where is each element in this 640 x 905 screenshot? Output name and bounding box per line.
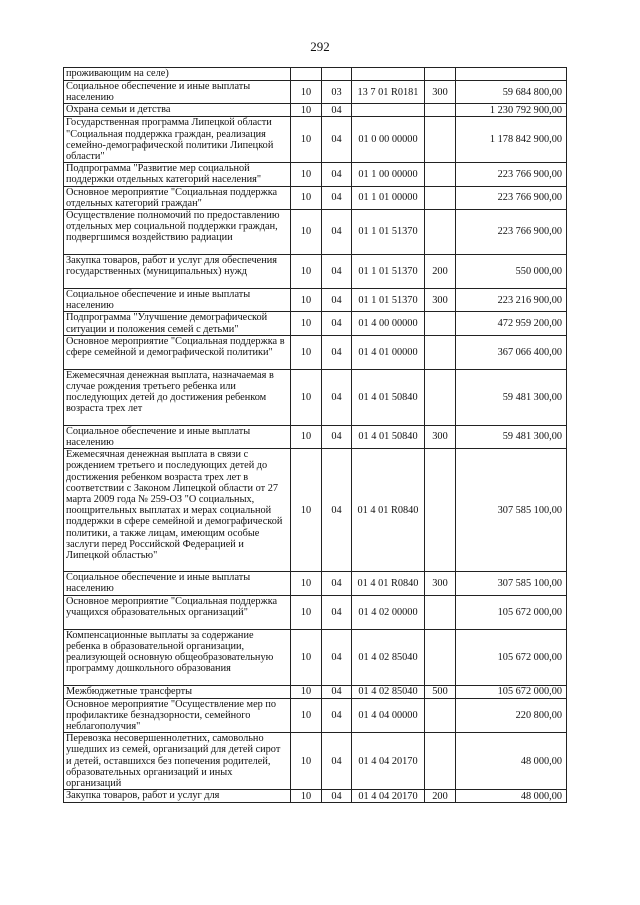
row-name: Основное мероприятие "Социальная поддержка отдельных категорий граждан" [64,186,291,209]
row-target-article: 01 1 01 51370 [352,255,425,289]
row-expense-type: 300 [425,572,456,595]
table-row [64,163,567,186]
row-name: Социальное обеспечение и иные выплаты населению [64,572,291,595]
row-amount: 48 000,00 [456,733,567,790]
table-row [64,117,567,163]
row-target-article: 01 1 01 00000 [352,186,425,209]
row-name: Основное мероприятие "Социальная поддержка учащихся образовательных организаций" [64,595,291,629]
row-target-article: 01 4 02 85040 [352,685,425,698]
row-subsection: 04 [322,312,352,335]
table-row [64,312,567,335]
row-amount: 105 672 000,00 [456,595,567,629]
row-amount: 307 585 100,00 [456,449,567,572]
row-name: Подпрограмма "Улучшение демографической ситуации и положения семей с детьми" [64,312,291,335]
row-expense-type [425,210,456,255]
row-section [291,68,322,81]
row-name: Социальное обеспечение и иные выплаты населению [64,289,291,312]
row-target-article: 01 4 04 20170 [352,733,425,790]
row-amount: 223 766 900,00 [456,163,567,186]
row-subsection [322,68,352,81]
row-section: 10 [291,449,322,572]
table-row [64,595,567,629]
table-row [64,68,567,81]
table-row [64,255,567,289]
table-row [64,629,567,685]
table-row [64,790,567,803]
row-expense-type [425,733,456,790]
row-amount: 223 216 900,00 [456,289,567,312]
row-subsection: 04 [322,255,352,289]
row-section: 10 [291,289,322,312]
row-expense-type [425,698,456,733]
row-expense-type: 200 [425,790,456,803]
row-subsection: 04 [322,335,352,369]
table-row [64,572,567,595]
row-section: 10 [291,425,322,448]
row-expense-type [425,68,456,81]
row-amount: 105 672 000,00 [456,685,567,698]
row-target-article: 01 4 02 00000 [352,595,425,629]
row-section: 10 [291,369,322,425]
row-subsection: 04 [322,685,352,698]
row-amount: 59 481 300,00 [456,369,567,425]
row-name: Охрана семьи и детства [64,104,291,117]
row-subsection: 04 [322,369,352,425]
row-section: 10 [291,104,322,117]
table-row [64,425,567,448]
row-expense-type [425,629,456,685]
row-section: 10 [291,790,322,803]
row-section: 10 [291,733,322,790]
row-amount: 367 066 400,00 [456,335,567,369]
row-target-article: 01 0 00 00000 [352,117,425,163]
row-expense-type [425,312,456,335]
row-name: Социальное обеспечение и иные выплаты населению [64,425,291,448]
row-subsection: 04 [322,572,352,595]
budget-table [63,67,567,803]
table-row [64,685,567,698]
row-section: 10 [291,698,322,733]
row-name: Основное мероприятие "Социальная поддержка в сфере семейной и демографической политики" [64,335,291,369]
row-target-article: 13 7 01 R0181 [352,81,425,104]
row-subsection: 04 [322,790,352,803]
row-target-article [352,68,425,81]
row-section: 10 [291,81,322,104]
row-target-article: 01 4 01 50840 [352,369,425,425]
row-target-article: 01 1 01 51370 [352,289,425,312]
row-target-article [352,104,425,117]
row-subsection: 04 [322,733,352,790]
row-subsection: 04 [322,163,352,186]
row-amount: 48 000,00 [456,790,567,803]
row-target-article: 01 1 00 00000 [352,163,425,186]
row-target-article: 01 4 04 20170 [352,790,425,803]
table-row [64,210,567,255]
row-name: Социальное обеспечение и иные выплаты населению [64,81,291,104]
row-expense-type [425,449,456,572]
row-amount: 1 230 792 900,00 [456,104,567,117]
table-row [64,698,567,733]
table-row [64,369,567,425]
table-row [64,81,567,104]
row-expense-type: 200 [425,255,456,289]
row-section: 10 [291,312,322,335]
row-section: 10 [291,685,322,698]
row-name: проживающим на селе) [64,68,291,81]
row-expense-type [425,104,456,117]
row-subsection: 04 [322,698,352,733]
row-name: Компенсационные выплаты за содержание ребенка в образовательной организации, реализующей основную общеобразовательную программу дошкольного образования [64,629,291,685]
row-name: Осуществление полномочий по предоставлению отдельных мер социальной поддержки граждан, подвергшимся воздействию радиации [64,210,291,255]
row-expense-type [425,186,456,209]
row-section: 10 [291,335,322,369]
budget-table-body [64,68,567,803]
row-amount: 223 766 900,00 [456,186,567,209]
page-number: 292 [310,39,330,54]
row-subsection: 04 [322,186,352,209]
row-target-article: 01 4 00 00000 [352,312,425,335]
row-name: Подпрограмма "Развитие мер социальной поддержки отдельных категорий населения" [64,163,291,186]
row-amount: 307 585 100,00 [456,572,567,595]
row-target-article: 01 4 01 00000 [352,335,425,369]
row-target-article: 01 4 02 85040 [352,629,425,685]
row-section: 10 [291,572,322,595]
row-name: Межбюджетные трансферты [64,685,291,698]
row-subsection: 04 [322,449,352,572]
row-expense-type [425,163,456,186]
table-row [64,335,567,369]
row-name: Государственная программа Липецкой области "Социальная поддержка граждан, реализация семейно-демографической политики Липецкой области" [64,117,291,163]
row-section: 10 [291,255,322,289]
row-amount: 220 800,00 [456,698,567,733]
row-name: Закупка товаров, работ и услуг для [64,790,291,803]
row-target-article: 01 4 01 R0840 [352,449,425,572]
row-amount: 59 684 800,00 [456,81,567,104]
row-section: 10 [291,595,322,629]
row-amount: 550 000,00 [456,255,567,289]
row-name: Закупка товаров, работ и услуг для обеспечения государственных (муниципальных) нужд [64,255,291,289]
row-section: 10 [291,186,322,209]
row-expense-type: 300 [425,425,456,448]
row-expense-type: 500 [425,685,456,698]
row-subsection: 04 [322,629,352,685]
table-row [64,186,567,209]
row-section: 10 [291,117,322,163]
row-amount: 1 178 842 900,00 [456,117,567,163]
row-section: 10 [291,629,322,685]
row-target-article: 01 4 01 R0840 [352,572,425,595]
table-row [64,104,567,117]
row-subsection: 03 [322,81,352,104]
row-expense-type: 300 [425,81,456,104]
row-amount: 472 959 200,00 [456,312,567,335]
row-name: Основное мероприятие "Осуществление мер по профилактике безнадзорности, семейного неблагополучия" [64,698,291,733]
row-subsection: 04 [322,425,352,448]
row-subsection: 04 [322,117,352,163]
table-row [64,449,567,572]
row-expense-type: 300 [425,289,456,312]
row-amount: 223 766 900,00 [456,210,567,255]
row-expense-type [425,595,456,629]
table-row [64,289,567,312]
row-target-article: 01 4 01 50840 [352,425,425,448]
row-name: Ежемесячная денежная выплата, назначаемая в случае рождения третьего ребенка или последующих детей до достижения ребенком возраста трех лет [64,369,291,425]
row-target-article: 01 1 01 51370 [352,210,425,255]
row-name: Перевозка несовершеннолетних, самовольно ушедших из семей, организаций для детей сирот и детей, оставшихся без попечения родителей, образовательных организаций и иных организаций [64,733,291,790]
row-subsection: 04 [322,595,352,629]
row-section: 10 [291,163,322,186]
row-amount [456,68,567,81]
row-target-article: 01 4 04 00000 [352,698,425,733]
row-section: 10 [291,210,322,255]
row-subsection: 04 [322,104,352,117]
row-expense-type [425,117,456,163]
row-expense-type [425,369,456,425]
row-subsection: 04 [322,289,352,312]
table-row [64,733,567,790]
row-subsection: 04 [322,210,352,255]
row-name: Ежемесячная денежная выплата в связи с рождением третьего и последующих детей до достижения ребенком возраста трех лет в соответствии с Законом Липецкой области от 27 марта 2009 года № 259-ОЗ "О социальных, поощрительных выплатах и мерах социальной поддержки в сфере семейной и демографической политики, а также лицам, имеющим особые заслуги перед Российской Федерацией и Липецкой областью" [64,449,291,572]
row-amount: 59 481 300,00 [456,425,567,448]
row-amount: 105 672 000,00 [456,629,567,685]
row-expense-type [425,335,456,369]
